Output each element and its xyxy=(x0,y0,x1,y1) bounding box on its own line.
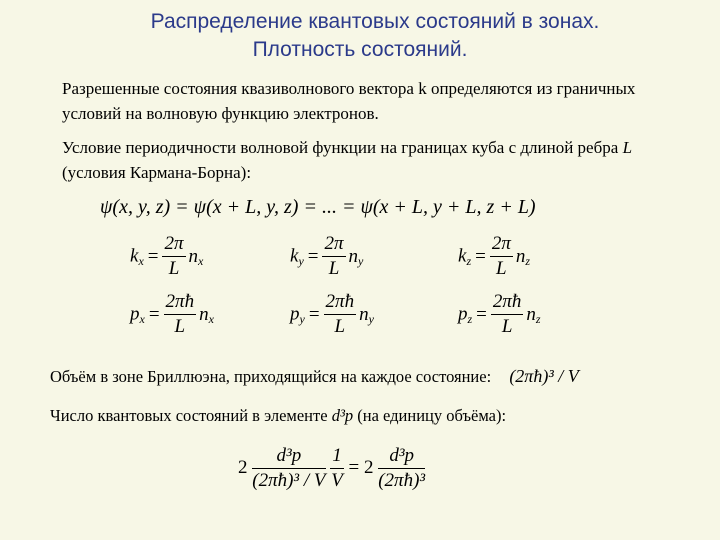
title-line-2: Плотность состояний. xyxy=(252,38,468,61)
p-subscript: x xyxy=(139,311,145,326)
final-den-3: (2πħ)³ xyxy=(378,470,426,491)
final-coef-2: 2 xyxy=(363,456,374,478)
p-subscript: z xyxy=(467,311,473,326)
fraction-numerator: 2πħ xyxy=(324,290,357,315)
n-subscript: x xyxy=(198,253,204,268)
count-variable: d³p xyxy=(331,406,354,425)
k-symbol: k xyxy=(458,245,467,267)
n-subscript: z xyxy=(525,253,531,268)
fraction-numerator: 2πħ xyxy=(491,290,524,315)
p-symbol: p xyxy=(290,303,300,325)
equals-sign: = xyxy=(308,303,320,325)
title-line-1: Распределение квантовых состояний в зонах. xyxy=(150,10,600,33)
equals-sign: = xyxy=(148,303,160,325)
paragraph-periodicity xyxy=(62,135,662,185)
edge-length-variable: L xyxy=(622,138,633,157)
equals-sign: = xyxy=(147,245,159,267)
p-subscript: y xyxy=(299,311,305,326)
fraction-numerator: 2π xyxy=(490,232,513,257)
n-subscript: y xyxy=(358,253,364,268)
k-symbol: k xyxy=(130,245,139,267)
final-fraction-1 xyxy=(252,444,325,493)
n-subscript: x xyxy=(208,311,214,326)
k-symbol: k xyxy=(290,245,299,267)
fraction-denominator: L xyxy=(328,258,340,279)
fraction-numerator: 2π xyxy=(322,232,345,257)
fraction-denominator: L xyxy=(501,316,513,337)
volume-formula: (2πħ)³ / V xyxy=(509,366,579,386)
k-subscript: y xyxy=(298,253,304,268)
volume-text: Объём в зоне Бриллюэна, приходящийся на каждое состояние: xyxy=(50,367,492,386)
p-term-z xyxy=(458,290,541,339)
k-subscript: x xyxy=(138,253,144,268)
volume-statement xyxy=(50,366,579,387)
n-symbol: n xyxy=(359,303,369,325)
n-subscript: z xyxy=(535,311,541,326)
final-den-2: V xyxy=(331,470,343,491)
periodicity-text-end: (условия Кармана-Борна): xyxy=(62,163,252,182)
count-statement xyxy=(50,406,506,426)
paragraph-allowed-states: Разрешенные состояния квазиволнового вектора k определяются из граничных условий на волновую функцию электронов. xyxy=(62,79,636,123)
n-symbol: n xyxy=(526,303,536,325)
k-subscript: z xyxy=(466,253,472,268)
k-term-z xyxy=(458,232,530,281)
n-symbol: n xyxy=(348,245,359,267)
final-num-3: d³p xyxy=(378,444,425,469)
equals-sign: = xyxy=(307,245,319,267)
density-formula xyxy=(238,444,425,493)
final-num-1: d³p xyxy=(252,444,325,469)
p-symbol: p xyxy=(130,303,140,325)
final-num-2: 1 xyxy=(330,444,344,469)
final-coef: 2 xyxy=(238,456,248,478)
n-symbol: n xyxy=(188,245,199,267)
k-fraction xyxy=(162,232,185,281)
p-symbol: p xyxy=(458,303,468,325)
k-term-x xyxy=(130,232,203,281)
p-fraction xyxy=(324,290,357,339)
fraction-denominator: L xyxy=(174,316,186,337)
final-equals: = xyxy=(348,456,360,478)
count-text-end: (на единицу объёма): xyxy=(353,406,507,425)
p-fraction xyxy=(491,290,524,339)
equals-sign: = xyxy=(475,245,486,267)
fraction-denominator: L xyxy=(496,258,507,279)
p-fraction xyxy=(164,290,197,339)
k-term-y xyxy=(290,232,363,281)
fraction-denominator: L xyxy=(334,316,346,337)
final-den-1: (2πħ)³ / V xyxy=(252,470,326,491)
k-fraction xyxy=(490,232,513,281)
slide-title xyxy=(0,8,720,64)
k-fraction xyxy=(322,232,345,281)
periodicity-text: Условие периодичности волновой функции на границах куба с длиной ребра xyxy=(62,138,623,157)
n-symbol: n xyxy=(199,303,209,325)
n-subscript: y xyxy=(368,311,374,326)
final-fraction-3 xyxy=(378,444,425,493)
periodicity-equation: ψ(x, y, z) = ψ(x + L, y, z) = ... = ψ(x + L, y + L, z + L) xyxy=(100,196,536,218)
count-text: Число квантовых состояний в элементе xyxy=(50,406,332,425)
p-term-x xyxy=(130,290,214,339)
equals-sign: = xyxy=(476,303,487,325)
fraction-numerator: 2πħ xyxy=(164,290,197,315)
fraction-numerator: 2π xyxy=(162,232,185,257)
final-fraction-2 xyxy=(330,444,344,493)
p-term-y xyxy=(290,290,374,339)
n-symbol: n xyxy=(515,245,526,267)
fraction-denominator: L xyxy=(168,258,180,279)
